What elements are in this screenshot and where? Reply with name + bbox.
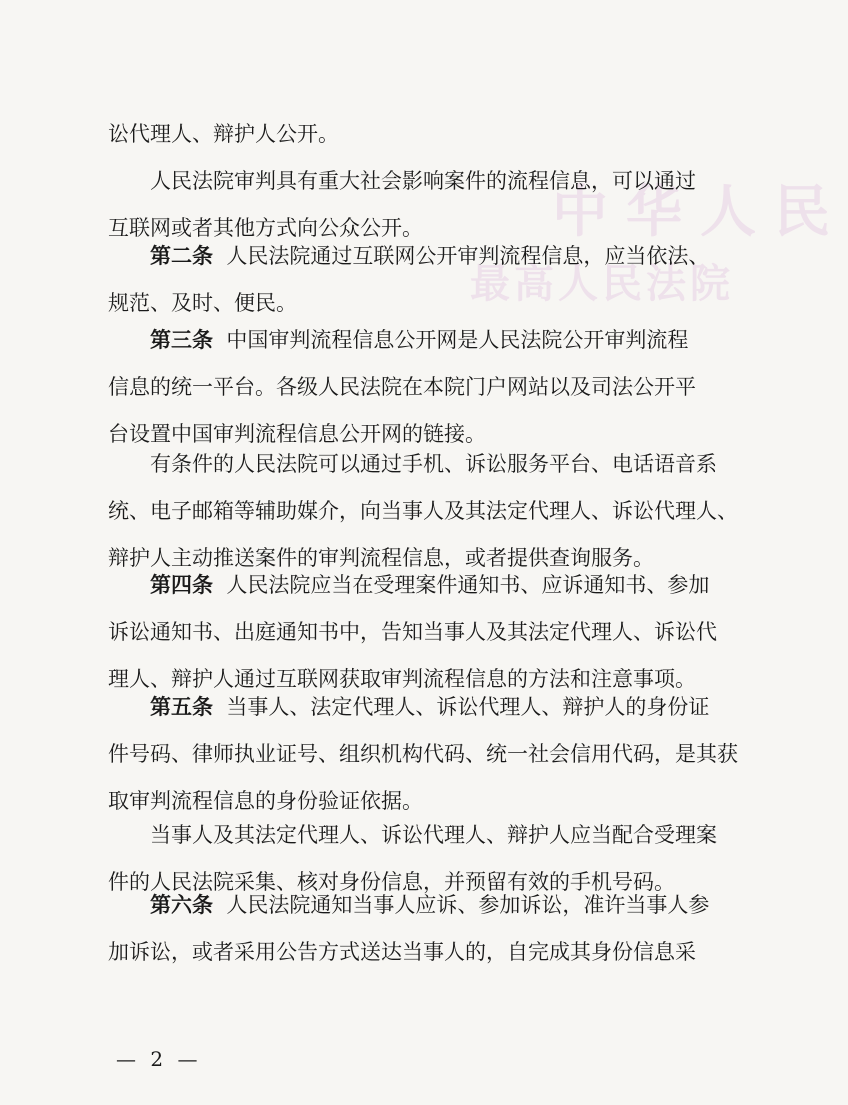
text-span: 中国审判流程信息公开网是人民法院公开审判流程 xyxy=(226,328,689,352)
text-line xyxy=(108,317,688,364)
text-span: 当事人、法定代理人、诉讼代理人、辩护人的身份证 xyxy=(226,695,710,719)
text-line: 当事人及其法定代理人、诉讼代理人、辩护人应当配合受理案 xyxy=(150,823,717,847)
article-4 xyxy=(108,562,717,703)
text-line: 有条件的人民法院可以通过手机、诉讼服务平台、电话语音系 xyxy=(150,452,717,476)
text-line: 统、电子邮箱等辅助媒介，向当事人及其法定代理人、诉讼代理人、 xyxy=(108,499,738,523)
text-span: 人民法院通过互联网公开审判流程信息，应当依法、 xyxy=(226,244,710,268)
paragraph-4 xyxy=(108,441,738,582)
text-line xyxy=(108,684,710,731)
text-line: 理人、辩护人通过互联网获取审判流程信息的方法和注意事项。 xyxy=(108,667,696,691)
article-heading: 第三条 xyxy=(150,328,213,352)
article-heading: 第四条 xyxy=(150,573,213,597)
text-line: 信息的统一平台。各级人民法院在本院门户网站以及司法公开平 xyxy=(108,375,696,399)
article-heading: 第二条 xyxy=(150,244,213,268)
article-2 xyxy=(108,233,710,327)
text-line: 讼代理人、辩护人公开。 xyxy=(108,122,339,146)
text-line: 件的人民法院采集、核对身份信息，并预留有效的手机号码。 xyxy=(108,870,675,894)
reverse-side-show-through: 中华人民 xyxy=(552,179,848,245)
text-line: 取审判流程信息的身份验证依据。 xyxy=(108,789,423,813)
text-line: 诉讼通知书、出庭通知书中，告知当事人及其法定代理人、诉讼代 xyxy=(108,620,717,644)
text-line xyxy=(108,233,710,280)
paragraph-0 xyxy=(108,111,688,158)
text-span: 人民法院应当在受理案件通知书、应诉通知书、参加 xyxy=(226,573,710,597)
text-line: 人民法院审判具有重大社会影响案件的流程信息，可以通过 xyxy=(150,169,696,193)
article-heading: 第五条 xyxy=(150,695,213,719)
page-number: — 2 — xyxy=(116,1047,202,1071)
reverse-side-show-through: 最高人民法院 xyxy=(470,260,734,307)
text-line: 件号码、律师执业证号、组织机构代码、统一社会信用代码，是其获 xyxy=(108,742,738,766)
text-line: 互联网或者其他方式向公众公开。 xyxy=(108,216,423,240)
article-6 xyxy=(108,882,710,976)
article-3 xyxy=(108,317,696,458)
article-heading: 第六条 xyxy=(150,893,213,917)
text-line: 辩护人主动推送案件的审判流程信息，或者提供查询服务。 xyxy=(108,546,654,570)
text-line xyxy=(108,882,710,929)
text-line xyxy=(108,562,710,609)
text-line: 台设置中国审判流程信息公开网的链接。 xyxy=(108,422,486,446)
text-line: 加诉讼，或者采用公告方式送达当事人的，自完成其身份信息采 xyxy=(108,940,696,964)
article-5 xyxy=(108,684,738,825)
text-span: 人民法院通知当事人应诉、参加诉讼，准许当事人参 xyxy=(226,893,710,917)
text-line: 规范、及时、便民。 xyxy=(108,291,297,315)
